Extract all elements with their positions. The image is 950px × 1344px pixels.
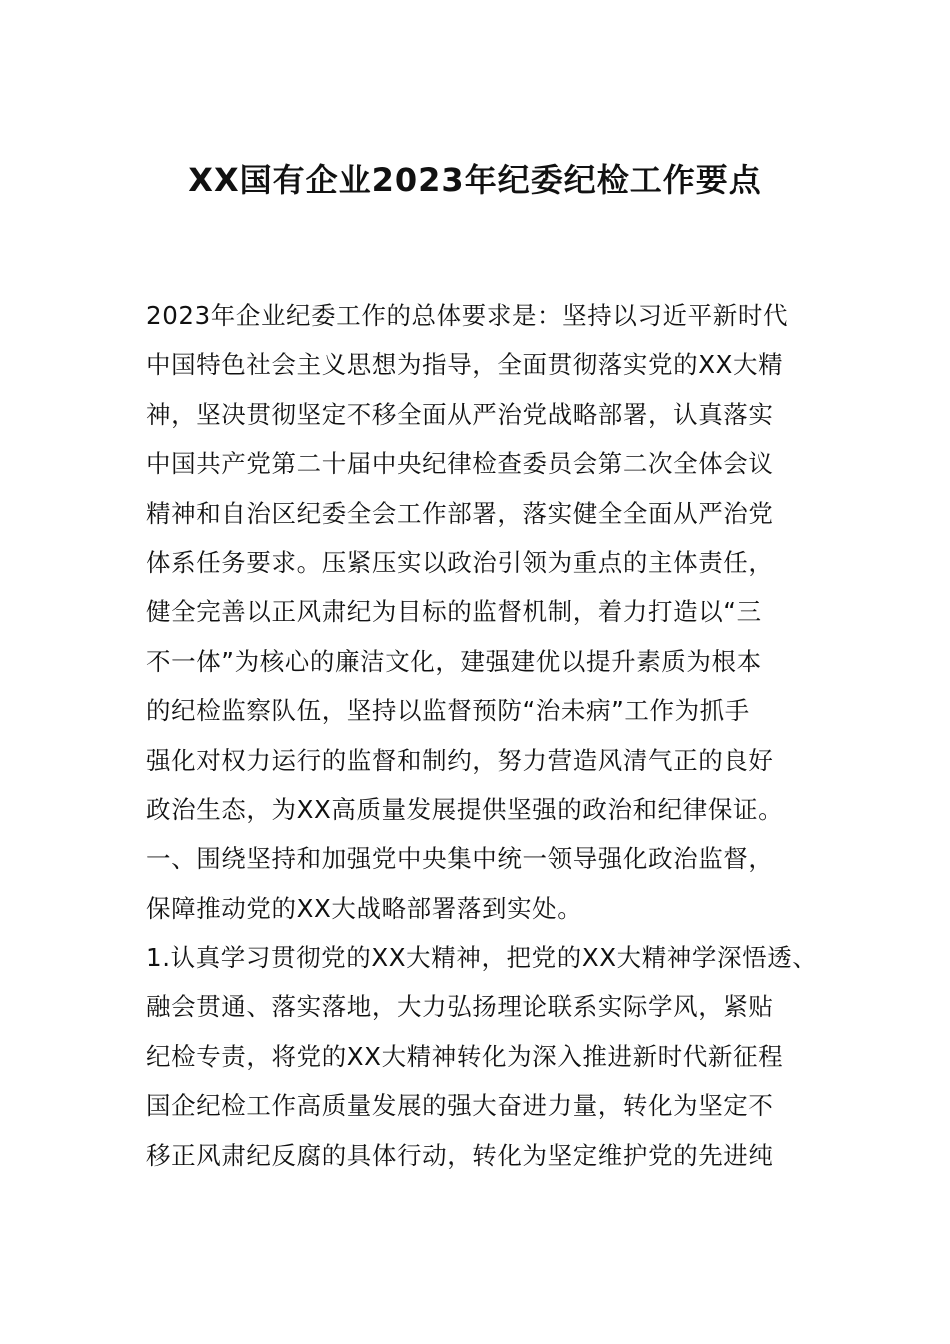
paragraph-line: 2023年企业纪委工作的总体要求是：坚持以习近平新时代: [146, 301, 789, 330]
document-title: XX国有企业2023年纪委纪检工作要点: [188, 161, 762, 199]
paragraph-line: 1.认真学习贯彻党的XX大精神，把党的XX大精神学深悟透、: [146, 943, 818, 973]
paragraph-line: 融会贯通、落实落地，大力弘扬理论联系实际学风，紧贴: [146, 992, 774, 1022]
paragraph-line: 体系任务要求。压紧压实以政治引领为重点的主体责任，: [146, 547, 774, 577]
paragraph-line: 强化对权力运行的监督和制约，努力营造风清气正的良好: [146, 745, 774, 775]
section-heading-line: 保障推动党的XX大战略部署落到实处。: [146, 893, 583, 923]
paragraph-line: 移正风肃纪反腐的具体行动，转化为坚定维护党的先进纯: [146, 1140, 774, 1170]
paragraph-line: 中国特色社会主义思想为指导，全面贯彻落实党的XX大精: [146, 350, 784, 380]
paragraph-line: 政治生态，为XX高质量发展提供坚强的政治和纪律保证。: [146, 794, 784, 824]
document-body: [146, 291, 826, 1180]
paragraph-line: 神，坚决贯彻坚定不移全面从严治党战略部署，认真落实: [146, 399, 774, 429]
paragraph-line: 健全完善以正风肃纪为目标的监督机制，着力打造以“三: [146, 597, 762, 627]
paragraph-line: 中国共产党第二十届中央纪律检查委员会第二次全体会议: [146, 449, 774, 479]
paragraph-line: 精神和自治区纪委全会工作部署，落实健全全面从严治党: [146, 498, 774, 528]
paragraph-line: 不一体”为核心的廉洁文化，建强建优以提升素质为根本: [146, 646, 762, 676]
paragraph-line: 的纪检监察队伍，坚持以监督预防“治未病”工作为抓手: [146, 696, 750, 726]
paragraph-line: 国企纪检工作高质量发展的强大奋进力量，转化为坚定不: [146, 1091, 774, 1121]
section-heading-line: 一、围绕坚持和加强党中央集中统一领导强化政治监督，: [146, 844, 774, 874]
paragraph-line: 纪检专责，将党的XX大精神转化为深入推进新时代新征程: [146, 1041, 784, 1071]
